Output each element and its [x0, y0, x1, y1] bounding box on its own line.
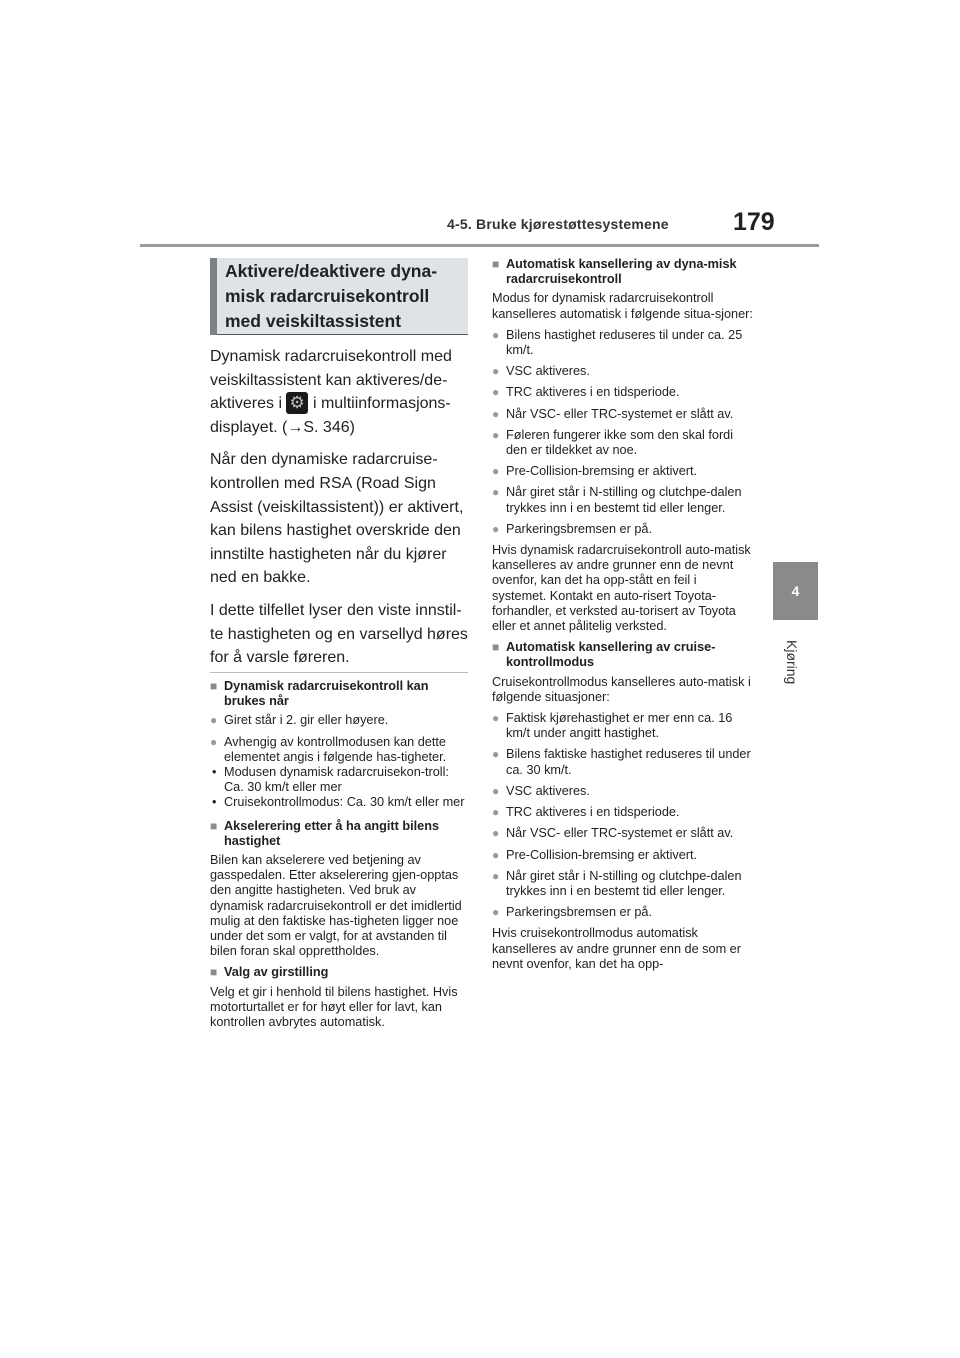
intro-p1-text-b: i multiinformasjons-displayet. (→S. 346) [210, 395, 451, 436]
right-paragraph-4: Hvis cruisekontrollmodus automatisk kanselleres av andre grunner enn de som er nevnt ovenfor, kan det ha opp- [492, 926, 741, 971]
right-cc-bullet-6: ● Pre-Collision-bremsing er aktivert. [492, 848, 754, 863]
left-paragraph-2: Velg et gir i henhold til bilens hastighet. Hvis motorturtallet er for høyt eller for lavt, kan kontrollen avbrytes automatisk. [210, 984, 458, 1030]
right-bullet-7: ● Når giret står i N-stilling og clutchpe-dalen trykkes inn i en bestemt tid eller lenger. [492, 485, 754, 515]
intro-text [210, 345, 472, 679]
right-heading-2: ■ Automatisk kansellering av cruise-kontrollmodus [492, 640, 754, 670]
right-bullet-6: ● Pre-Collision-bremsing er aktivert. [492, 464, 754, 479]
right-heading-1: ■ Automatisk kansellering av dyna-misk radarcruisekontroll [492, 257, 754, 287]
right-bullet-1: ● Bilens hastighet reduseres til under ca. 25 km/t. [492, 328, 754, 358]
left-dash-1: • Modusen dynamisk radarcruisekon-troll: Ca. 30 km/t eller mer [210, 765, 472, 795]
right-column [492, 257, 754, 978]
left-heading-2: ■ Akselerering etter å ha angitt bilens hastighet [210, 819, 472, 849]
right-bullet-2: ● VSC aktiveres. [492, 364, 754, 379]
intro-p1-text-a: Dynamisk radarcruisekontroll med veiskiltassistent kan aktiveres/de-aktiveres i [210, 348, 452, 413]
right-cc-bullet-4: ● TRC aktiveres i en tidsperiode. [492, 805, 754, 820]
right-bullet-4: ● Når VSC- eller TRC-systemet er slått av. [492, 407, 754, 422]
right-cc-bullet-5: ● Når VSC- eller TRC-systemet er slått av. [492, 826, 754, 841]
section-heading-line2: misk radarcruisekontroll [225, 286, 430, 306]
left-dash-2: • Cruisekontrollmodus: Ca. 30 km/t eller mer [210, 795, 472, 810]
intro-paragraph-2: Når den dynamiske radarcruise-kontrollen med RSA (Road Sign Assist (veiskiltassistent)) er aktivert, kan bilens hastighet overskride den innstilte hastigheten når du kjører ned en bakke. [210, 451, 464, 587]
left-bullet-2: ● Avhengig av kontrollmodusen kan dette elementet angis i følgende has-tigheter. [210, 735, 472, 765]
left-heading-1: ■ Dynamisk radarcruisekontroll kan brukes når [210, 679, 472, 709]
right-cc-bullet-7: ● Når giret står i N-stilling og clutchpe-dalen trykkes inn i en bestemt tid eller lenger. [492, 869, 754, 899]
settings-gear-icon [286, 392, 308, 414]
right-cc-bullet-3: ● VSC aktiveres. [492, 784, 754, 799]
right-bullet-8: ● Parkeringsbremsen er på. [492, 522, 754, 537]
intro-paragraph-3: I dette tilfellet lyser den viste innstil-te hastigheten og en varsellyd høres for å varsle føreren. [210, 601, 468, 667]
left-paragraph-1: Bilen kan akselerere ved betjening av gasspedalen. Etter akselerering gjen-opptas den angitte hastigheten. Ved bruk av dynamisk radarcruisekontroll er det imidlertid mulig at den faktiske has-tigheten ligger noe under det som er valgt, for at avstanden til bilen foran skal opprettholdes. [210, 853, 462, 959]
section-header-title: 4-5. Bruke kjørestøttesystemene [447, 216, 669, 232]
page-number: 179 [733, 208, 775, 236]
right-bullet-3: ● TRC aktiveres i en tidsperiode. [492, 385, 754, 400]
left-heading-3: ■ Valg av girstilling [210, 965, 472, 980]
header-rule [140, 244, 819, 247]
left-bullet-1: ● Giret står i 2. gir eller høyere. [210, 713, 472, 728]
right-cc-bullet-2: ● Bilens faktiske hastighet reduseres til under ca. 30 km/t. [492, 747, 754, 777]
section-heading-underline [217, 334, 468, 335]
left-column [210, 679, 472, 1036]
right-paragraph-3: Cruisekontrollmodus kanselleres auto-matisk i følgende situasjoner: [492, 674, 751, 704]
chapter-tab: 4 [773, 562, 818, 620]
section-heading-box [210, 258, 468, 335]
chapter-label [776, 640, 816, 720]
right-cc-bullet-1: ● Faktisk kjørehastighet er mer enn ca. 16 km/t under angitt hastighet. [492, 711, 754, 741]
section-heading-line3: med veiskiltassistent [225, 311, 402, 331]
chapter-label-text: Kjøring [784, 640, 800, 685]
right-bullet-5: ● Føleren fungerer ikke som den skal fordi den er tildekket av noe. [492, 428, 754, 458]
right-paragraph-2: Hvis dynamisk radarcruisekontroll auto-matisk kanselleres av andre grunner enn de nevnt ovenfor, kan det ha opp-stått en feil i systemet. Kontakt en auto-risert Toyota-forhandler, et verksted au-torisert av Toyota eller et annet pålitelig verksted. [492, 543, 751, 634]
section-heading-line1: Aktivere/deaktivere dyna- [225, 261, 438, 281]
right-paragraph-1: Modus for dynamisk radarcruisekontroll kanselleres automatisk i følgende situa-sjoner: [492, 291, 753, 321]
right-cc-bullet-8: ● Parkeringsbremsen er på. [492, 905, 754, 920]
intro-paragraph-1 [210, 345, 472, 439]
section-divider [210, 672, 468, 673]
